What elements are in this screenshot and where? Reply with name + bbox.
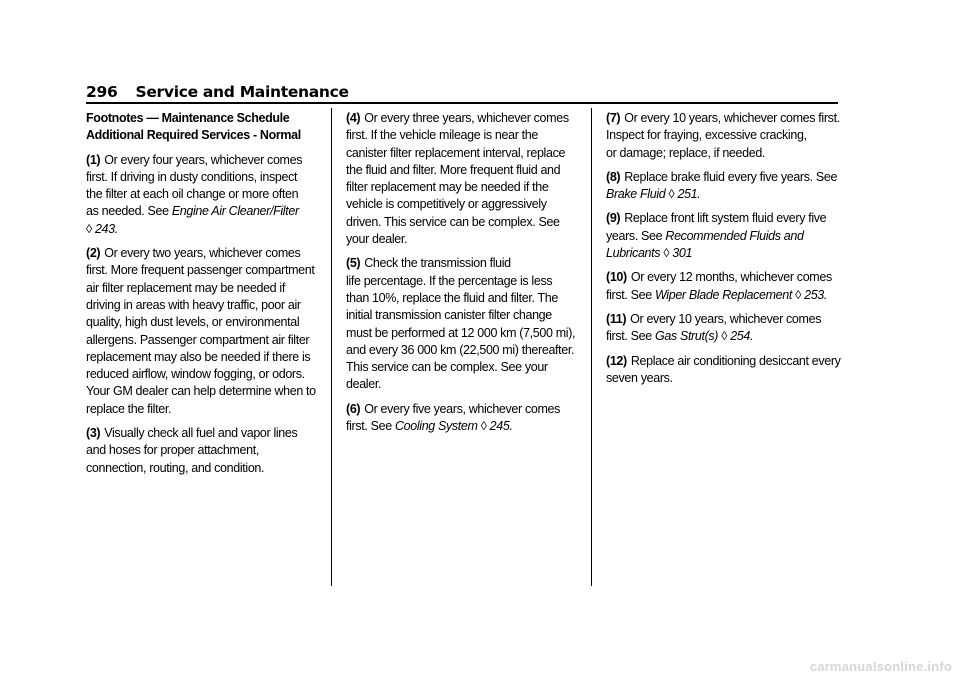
page-reference[interactable]: 251. xyxy=(677,187,701,202)
page-number: 296 xyxy=(86,83,118,101)
footnote-line: filter replacement may be needed if the xyxy=(346,180,549,195)
footnote-line: must be performed at 12 000 km (7,500 mi), xyxy=(346,325,576,340)
footnote-line: Or every 10 years, whichever comes xyxy=(630,311,822,326)
page-ref-arrow-icon: ◊ xyxy=(668,187,675,202)
footnote-line: the fluid and filter. More frequent fluid and xyxy=(346,162,561,177)
footnote-line: Or every two years, whichever comes xyxy=(104,246,301,261)
footnote-12 xyxy=(606,353,846,388)
page-ref-arrow-icon: ◊ xyxy=(86,221,92,236)
cross-reference-link[interactable]: Wiper Blade Replacement xyxy=(654,287,793,302)
page-reference[interactable]: 254. xyxy=(730,329,754,344)
footnote-number: (11) xyxy=(606,311,627,326)
footnote-line: Replace front lift system fluid every five xyxy=(624,211,827,226)
page-header xyxy=(86,83,349,101)
footnote-6 xyxy=(346,401,586,436)
footnote-line: dealer. xyxy=(346,377,382,392)
footnote-line: Your GM dealer can help determine when to xyxy=(86,384,316,399)
footnote-number: (2) xyxy=(86,246,101,261)
footnotes-title-line-2: Additional Required Services - Normal xyxy=(86,128,301,143)
footnote-number: (7) xyxy=(606,111,621,125)
footnote-line: as needed. See xyxy=(86,204,169,219)
footnote-4 xyxy=(346,110,586,248)
footnote-line: air filter replacement may be needed if xyxy=(86,280,285,295)
footnote-9 xyxy=(606,210,846,262)
column-divider-1 xyxy=(331,108,332,586)
cross-reference-link[interactable]: Gas Strut(s) xyxy=(654,329,719,344)
footnote-line: Or every five years, whichever comes xyxy=(364,401,561,416)
footnote-line: than 10%, replace the fluid and filter. The xyxy=(346,290,558,305)
column-2 xyxy=(346,110,586,442)
cross-reference-link[interactable]: Brake Fluid xyxy=(606,187,666,202)
footnote-line: first. See xyxy=(346,419,392,434)
footnote-7 xyxy=(606,110,846,162)
footnote-number: (9) xyxy=(606,211,621,226)
page-reference[interactable]: 253. xyxy=(804,287,828,302)
footnote-line: Or every three years, whichever comes xyxy=(364,111,569,125)
section-title: Service and Maintenance xyxy=(135,83,349,101)
footnote-1 xyxy=(86,152,326,238)
column-divider-2 xyxy=(591,108,592,586)
footnote-line: Or every four years, whichever comes xyxy=(104,152,303,167)
footnote-10 xyxy=(606,269,846,304)
page-ref-arrow-icon: ◊ xyxy=(480,419,487,434)
footnote-line: Replace brake fluid every five years. See xyxy=(624,169,838,184)
footnote-line: and hoses for proper attachment, xyxy=(86,443,259,458)
footnote-line: connection, routing, and condition. xyxy=(86,460,265,475)
footnote-2 xyxy=(86,245,326,418)
page-ref-arrow-icon: ◊ xyxy=(721,329,728,344)
footnote-line: Visually check all fuel and vapor lines xyxy=(104,426,298,441)
footnote-line: Inspect for fraying, excessive cracking, xyxy=(606,128,807,143)
footnote-number: (5) xyxy=(346,256,361,271)
footnote-line: your dealer. xyxy=(346,232,408,247)
footnote-line: initial transmission canister filter change xyxy=(346,308,552,323)
footnote-line: quality, high dust levels, or environmental xyxy=(86,315,300,330)
footnote-line: life percentage. If the percentage is less xyxy=(346,273,553,288)
footnote-line: allergens. Passenger compartment air filter xyxy=(86,332,310,347)
footnote-3 xyxy=(86,425,326,477)
footnotes-title xyxy=(86,110,326,145)
footnote-line: Or every 10 years, whichever comes first. xyxy=(624,111,840,125)
footnote-number: (3) xyxy=(86,426,101,441)
page-reference[interactable]: 301 xyxy=(672,246,693,261)
cross-reference-link[interactable]: Recommended Fluids and xyxy=(665,228,804,243)
page-ref-arrow-icon: ◊ xyxy=(663,246,670,261)
page-reference[interactable]: 245. xyxy=(489,419,513,434)
column-1 xyxy=(86,110,326,484)
footnote-number: (12) xyxy=(606,353,627,368)
footnote-line: first. See xyxy=(606,287,652,302)
footnote-line: replace the filter. xyxy=(86,401,172,416)
cross-reference-link[interactable]: Cooling System xyxy=(394,419,478,434)
footnote-line: This service can be complex. See your xyxy=(346,360,548,375)
footnote-11 xyxy=(606,311,846,346)
watermark-text: carmanualsonline.info xyxy=(809,659,952,674)
footnote-5 xyxy=(346,255,586,393)
footnote-line: first. If driving in dusty conditions, inspect xyxy=(86,169,298,184)
footnote-line: reduced airflow, window fogging, or odors. xyxy=(86,367,305,382)
footnote-line: years. See xyxy=(606,228,663,243)
footnote-line: and every 36 000 km (22,500 mi) thereafter. xyxy=(346,342,575,357)
footnote-line: driving in areas with heavy traffic, poor air xyxy=(86,297,301,312)
footnote-line: seven years. xyxy=(606,370,673,385)
footnote-line: first. If the vehicle mileage is near the xyxy=(346,128,538,143)
footnote-number: (1) xyxy=(86,152,101,167)
footnote-number: (4) xyxy=(346,111,361,125)
footnote-number: (10) xyxy=(606,270,627,285)
footnote-number: (8) xyxy=(606,169,621,184)
footnote-line: or damage; replace, if needed. xyxy=(606,145,766,160)
footnote-line: vehicle is competitively or aggressively xyxy=(346,197,547,212)
footnote-line: first. See xyxy=(606,329,652,344)
footnote-line: canister filter replacement interval, replace xyxy=(346,145,566,160)
page-ref-arrow-icon: ◊ xyxy=(795,287,801,302)
footnote-line: the filter at each oil change or more often xyxy=(86,187,299,202)
footnote-line: driven. This service can be complex. See xyxy=(346,214,560,229)
cross-reference-link-cont[interactable]: Lubricants xyxy=(606,246,661,261)
footnote-line: first. More frequent passenger compartment xyxy=(86,263,315,278)
footnote-number: (6) xyxy=(346,401,361,416)
footnote-line: replacement may also be needed if there is xyxy=(86,349,311,364)
footnote-line: Replace air conditioning desiccant every xyxy=(630,353,841,368)
footnotes-title-line-1: Footnotes — Maintenance Schedule xyxy=(86,111,290,125)
column-3 xyxy=(606,110,846,394)
cross-reference-link[interactable]: Engine Air Cleaner/Filter xyxy=(171,204,299,219)
footnote-line: Or every 12 months, whichever comes xyxy=(630,270,832,285)
footnote-line: Check the transmission fluid xyxy=(364,256,511,271)
page-reference[interactable]: 243. xyxy=(94,221,118,236)
footnote-8 xyxy=(606,169,846,204)
header-rule xyxy=(86,102,838,104)
